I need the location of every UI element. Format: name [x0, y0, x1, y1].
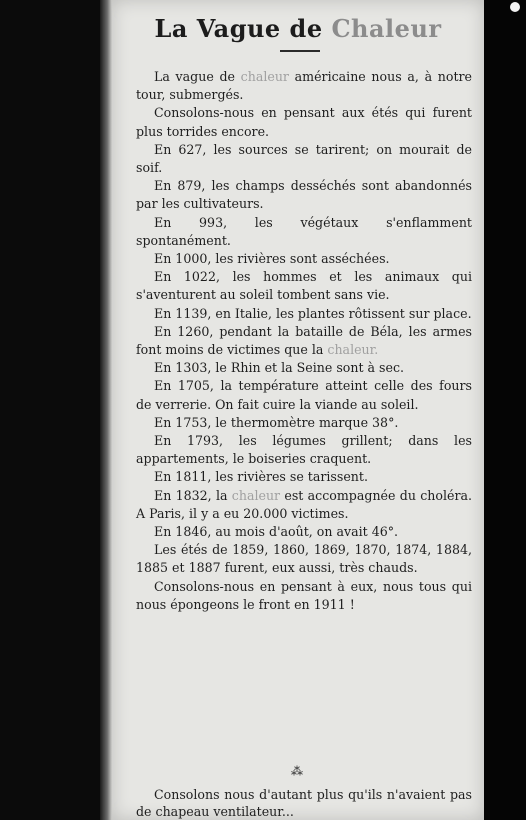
title-part-1: La Vague de — [154, 14, 332, 43]
paragraph-text: En 1832, la — [154, 487, 232, 503]
article-paragraph — [136, 214, 472, 250]
paragraph-text: En 879, les champs desséchés sont abandonnés par les cultivateurs. — [136, 178, 472, 212]
article-paragraph — [136, 377, 472, 413]
paragraph-text: En 1260, pendant la bataille de Béla, les armes font moins de victimes que la — [136, 323, 472, 358]
article-paragraph — [136, 250, 472, 268]
paragraph-text: En 1705, la température atteint celle des fours de verrerie. On fait cuire la viande au soleil. — [136, 378, 472, 412]
article-paragraph — [136, 68, 472, 104]
title-part-2: Chaleur — [331, 14, 442, 43]
article-paragraph — [136, 323, 472, 359]
article-paragraph — [136, 468, 472, 486]
paragraph-text: En 1022, les hommes et les animaux qui s'aventurent au soleil tombent sans vie. — [136, 269, 472, 303]
paragraph-text: En 627, les sources se tarirent; on mourait de soif. — [136, 141, 472, 176]
paragraph-text: En 993, les végétaux s'enflamment spontanément. — [136, 214, 472, 248]
article-paragraph — [136, 487, 472, 523]
article-paragraph — [136, 177, 472, 213]
paragraph-text: En 1811, les rivières se tarissent. — [154, 469, 368, 485]
article-paragraph — [136, 141, 472, 177]
paragraph-text: Consolons-nous en pensant à eux, nous tous qui nous épongeons le front en 1911 ! — [136, 578, 472, 612]
newspaper-clipping — [112, 0, 484, 820]
paragraph-text: En 1303, le Rhin et la Seine sont à sec. — [154, 360, 405, 376]
faded-word: chaleur — [231, 487, 281, 503]
paragraph-text: Les étés de 1859, 1860, 1869, 1870, 1874, 1884, 1885 et 1887 furent, eux aussi, très chauds. — [136, 542, 472, 576]
paragraph-text: En 1000, les rivières sont asséchées. — [154, 251, 390, 267]
page-left-edge — [100, 0, 112, 820]
paragraph-text: Consolons-nous en pensant aux étés qui furent plus torrides encore. — [136, 105, 472, 139]
corner-mark — [510, 2, 520, 12]
paragraph-text: En 1139, en Italie, les plantes rôtissent sur place. — [154, 305, 472, 321]
article-paragraph — [136, 268, 472, 304]
article-paragraph — [136, 305, 472, 323]
paragraph-text: américaine nous a, à notre tour, submergés. — [136, 69, 472, 103]
article-paragraph — [136, 541, 472, 577]
closing-text: Consolons nous d'autant plus qu'ils n'avaient pas de chapeau ventilateur... — [136, 787, 472, 819]
faded-word: chaleur. — [327, 342, 379, 358]
article-title — [112, 14, 484, 43]
faded-word: chaleur — [240, 69, 289, 84]
article-paragraph — [136, 432, 472, 468]
article-paragraph — [136, 414, 472, 432]
paragraph-text: est accompagnée du choléra. A Paris, il y a eu 20.000 victimes. — [136, 487, 472, 521]
closing-paragraph — [136, 786, 472, 820]
article-paragraph — [136, 578, 472, 614]
paragraph-text: En 1753, le thermomètre marque 38°. — [154, 414, 399, 430]
paragraph-text: La vague de — [154, 69, 241, 84]
article-paragraph — [136, 104, 472, 140]
article-paragraph — [136, 359, 472, 377]
article-body — [136, 68, 472, 614]
section-divider: ⁂ — [291, 764, 305, 778]
paragraph-text: En 1846, au mois d'août, on avait 46°. — [154, 524, 399, 540]
article-paragraph — [136, 523, 472, 541]
page-right-shadow — [484, 0, 526, 820]
paragraph-text: En 1793, les légumes grillent; dans les appartements, le boiseries craquent. — [136, 433, 472, 467]
title-underline — [280, 50, 320, 52]
